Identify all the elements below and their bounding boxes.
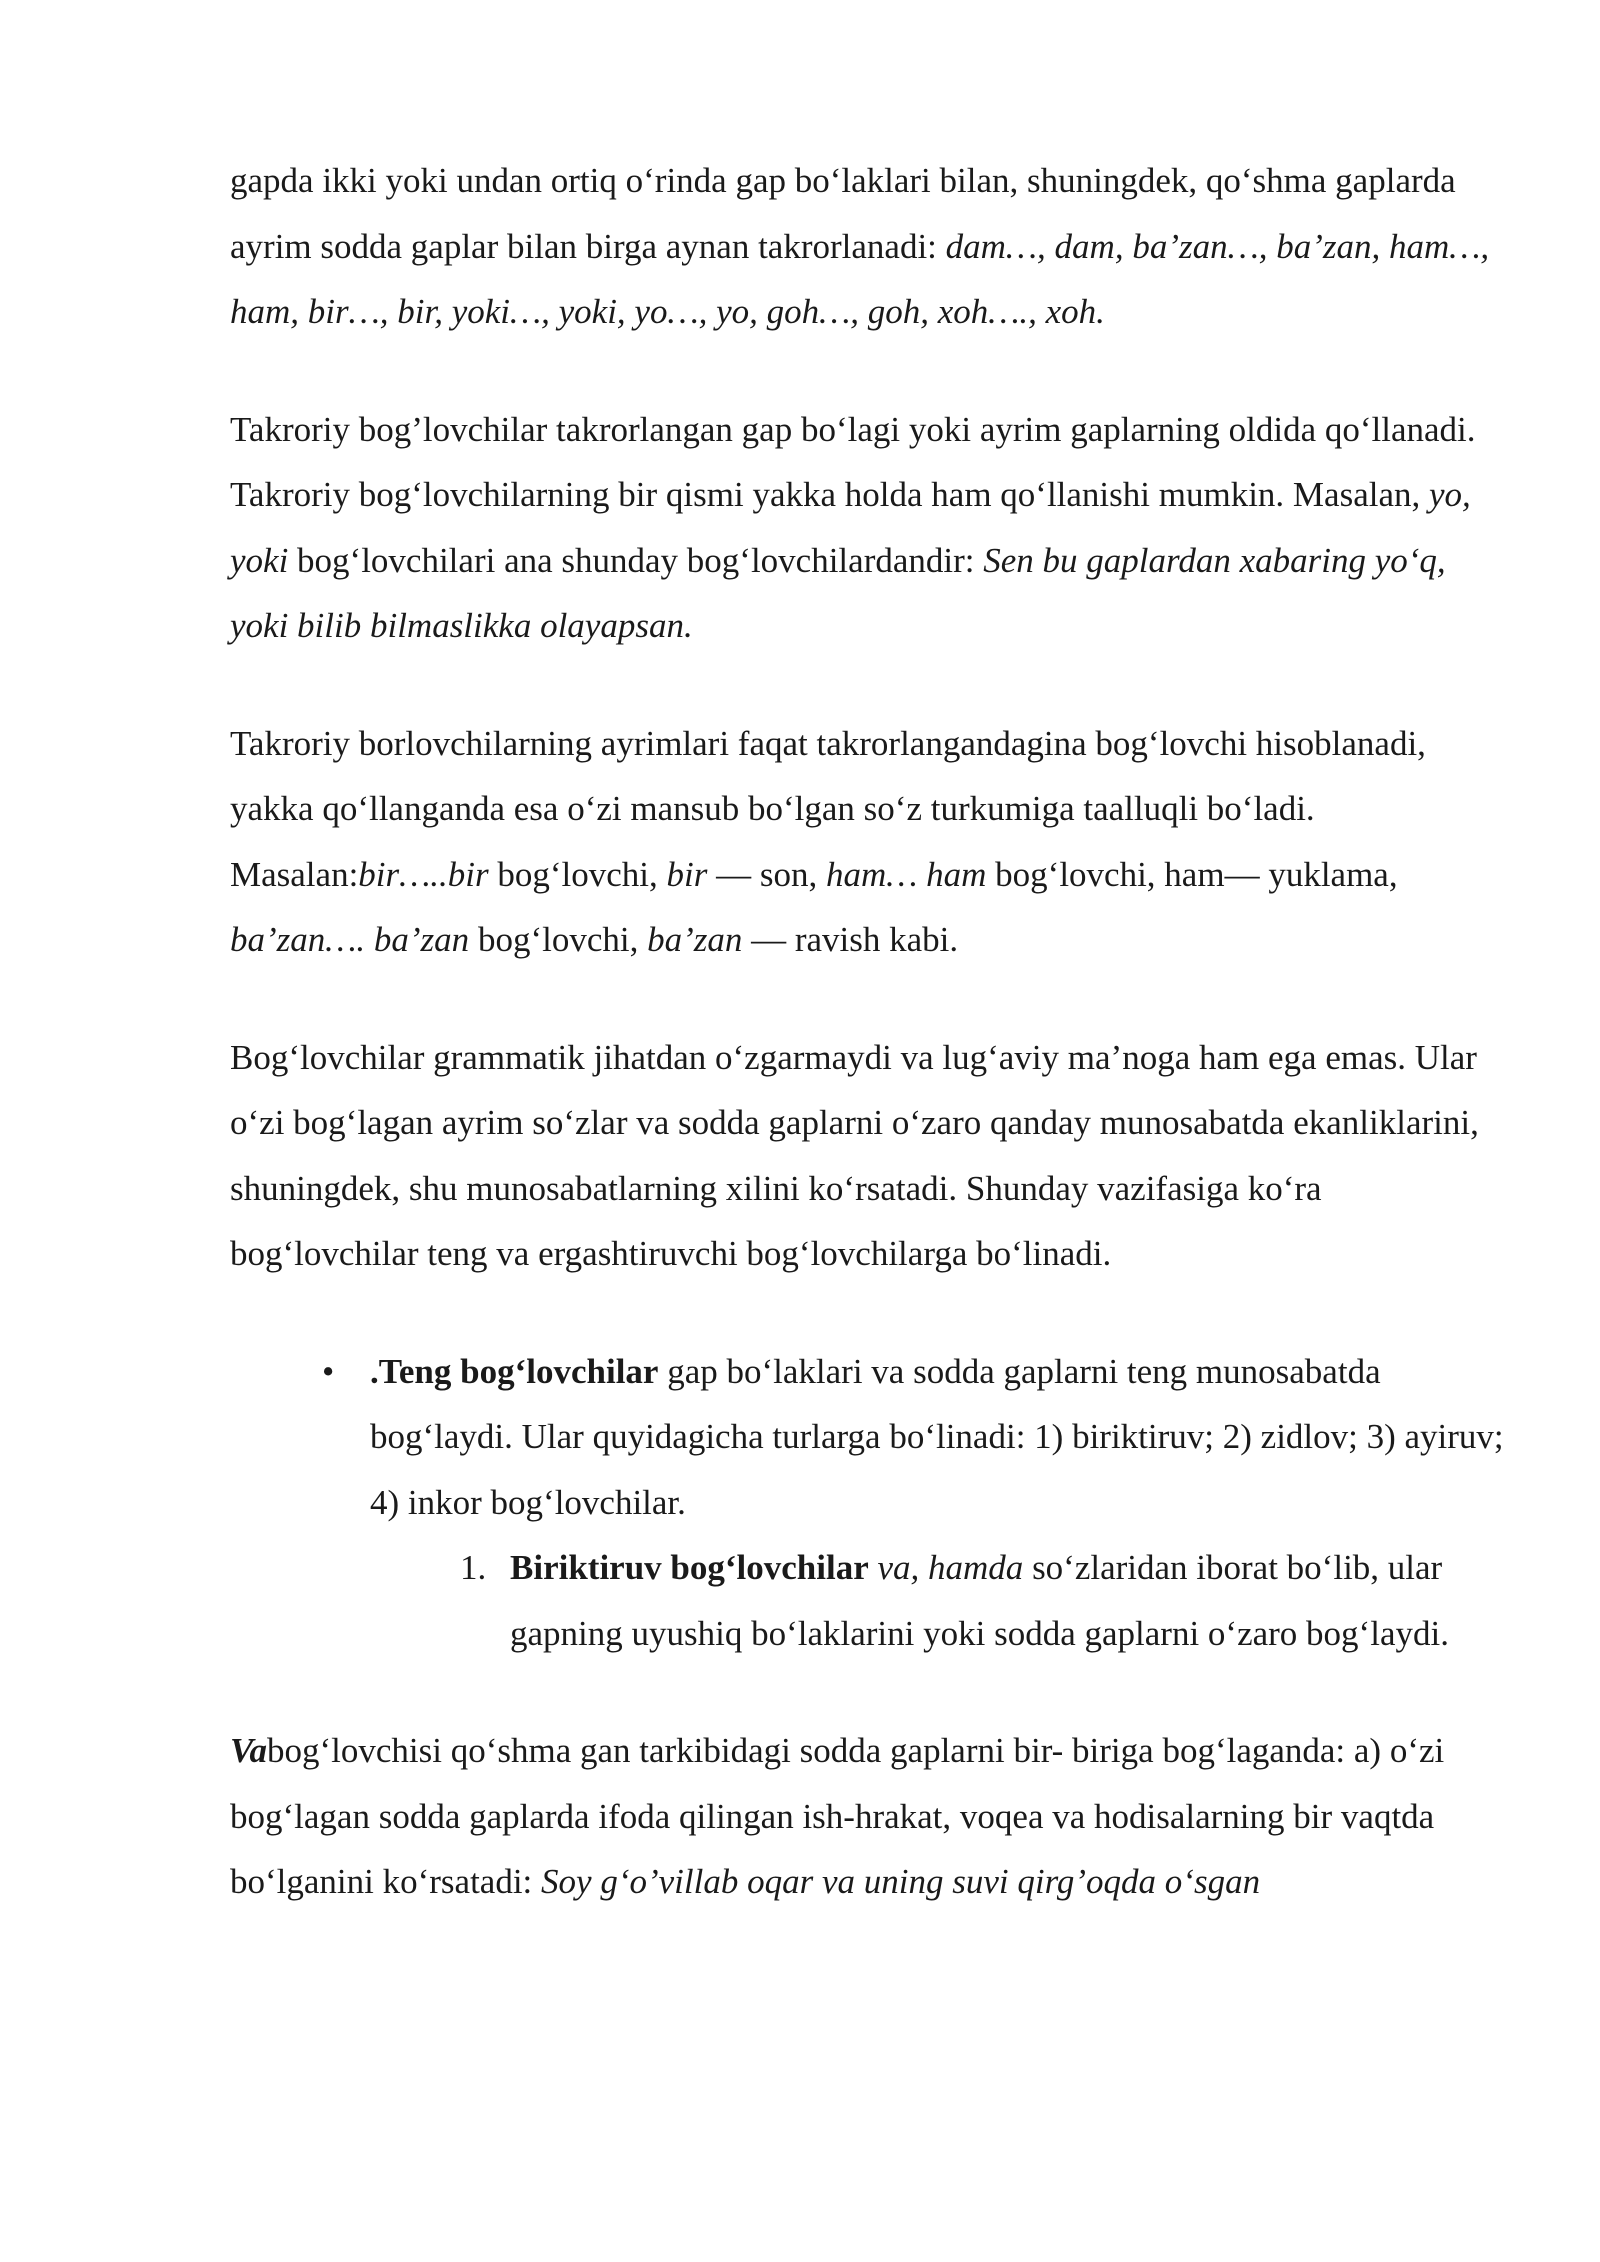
paragraph-3-text-d: bog‘lovchi, ham— yuklama, (986, 854, 1398, 894)
paragraph-2-italic-a: yo, yoki (230, 475, 1471, 580)
paragraph-3-text-a: Takroriy borlovchilarning ayrimlari faqat takrorlangandagina bog‘lovchi hisoblanadi, yakka qo‘llanganda esa o‘zi mansub bo‘lgan so‘z turkumiga taalluqli bo‘ladi. Masalan: (230, 723, 1426, 894)
paragraph-3-italic-e: ba’zan (647, 920, 743, 959)
paragraph-3-italic-c: ham… ham (825, 854, 987, 894)
bullet-marker: • (322, 1351, 335, 1391)
paragraph-3-italic-d: ba’zan…. ba’zan (230, 920, 470, 959)
bullet-bold-term: .Teng bog‘lovchilar (370, 1351, 659, 1391)
paragraph-3-italic-b: bir (666, 854, 708, 894)
paragraph-3-text-e: bog‘lovchi, (469, 920, 648, 959)
paragraph-3-text-f: — ravish kabi. (742, 920, 959, 959)
paragraph-5-bold-italic: Va (230, 1731, 267, 1770)
paragraph-3 (230, 711, 1510, 973)
numbered-text (510, 1535, 1510, 1666)
numbered-marker: 1. (460, 1548, 487, 1587)
numbered-bold-term: Biriktiruv bog‘lovchilar (510, 1548, 869, 1587)
numbered-body: so‘zlaridan iborat bo‘lib, ular gapning uyushiq bo‘laklarini yoki sodda gaplarni o‘zaro bog‘laydi. (510, 1548, 1449, 1653)
numbered-list-item (230, 1535, 1510, 1666)
paragraph-5-example: Soy g‘o’villab oqar va uning suvi qirg’oqda o‘sgan (541, 1862, 1261, 1901)
paragraph-4-text: Bog‘lovchilar grammatik jihatdan o‘zgarmaydi va lug‘aviy ma’noga ham ega emas. Ular o‘zi bog‘lagan ayrim so‘zlar va sodda gaplarni o‘zaro qanday munosabatda ekanliklarini, shuningdek, shu munosabatlarning xilini ko‘rsatadi. Shunday vazifasiga ko‘ra bog‘lovchilar teng va ergashtiruvchi bog‘lovchilarga bo‘linadi. (230, 1037, 1479, 1273)
paragraph-5-text: bog‘lovchisi qo‘shma gan tarkibidagi sodda gaplarni bir- biriga bog‘laganda: a) o‘zi bog‘lagan sodda gaplarda ifoda qilingan ish-hrakat, voqea va hodisalarning bir vaqtda bo‘lganini ko‘rsatadi: (230, 1731, 1445, 1901)
paragraph-5 (230, 1718, 1510, 1915)
paragraph-1 (230, 148, 1510, 345)
document-page (230, 148, 1510, 1915)
paragraph-3-text-b: bog‘lovchi, (488, 854, 667, 894)
paragraph-2-text-a: Takroriy bog’lovchilar takrorlangan gap bo‘lagi yoki ayrim gaplarning oldida qo‘llanadi. Takroriy bog‘lovchilarning bir qismi yakka holda ham qo‘llanishi mumkin. Masalan, (230, 409, 1476, 514)
paragraph-3-text-c: — son, (707, 854, 826, 894)
bullet-list-item (230, 1339, 1510, 1536)
bullet-body: gap bo‘laklari va sodda gaplarni teng munosabatda bog‘laydi. Ular quyidagicha turlarga bo‘linadi: 1) biriktiruv; 2) zidlov; 3) ayiruv; 4) inkor bog‘lovchilar. (370, 1351, 1504, 1522)
paragraph-3-italic-a: bir…..bir (358, 854, 489, 894)
paragraph-2-text-b: bog‘lovchilari ana shunday bog‘lovchilardandir: (288, 540, 984, 580)
numbered-italic: va, hamda (868, 1548, 1024, 1587)
paragraph-1-examples: dam…, dam, ba’zan…, ba’zan, ham…, ham, bir…, bir, yoki…, yoki, yo…, yo, goh…, goh, xoh…., xoh. (230, 226, 1490, 331)
paragraph-2 (230, 397, 1510, 659)
paragraph-1-text: gapda ikki yoki undan ortiq o‘rinda gap bo‘laklari bilan, shuningdek, qo‘shma gaplarda ayrim sodda gaplar bilan birga aynan takrorlanadi: (230, 161, 1456, 266)
paragraph-2-example: Sen bu gaplardan xabaring yo‘q, yoki bilib bilmaslikka olayapsan. (230, 540, 1446, 645)
bullet-text (370, 1339, 1510, 1536)
paragraph-4 (230, 1025, 1510, 1287)
